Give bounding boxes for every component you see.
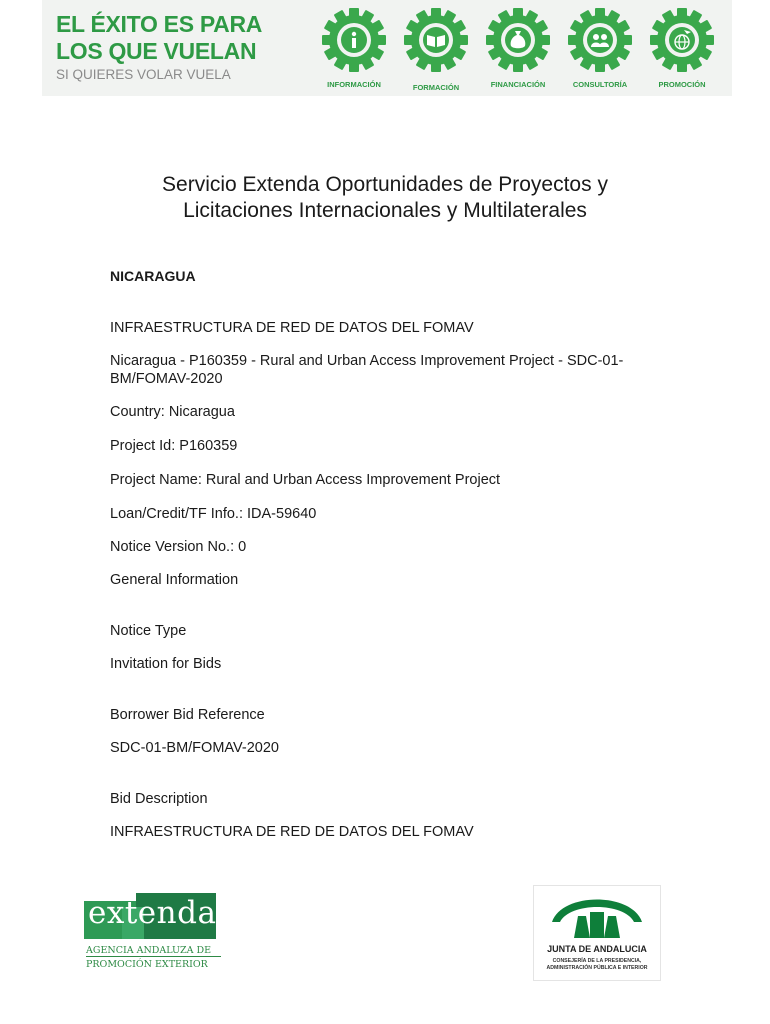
notice-type-label: Notice Type [110, 623, 187, 639]
service-consultoria [562, 8, 638, 89]
service-promocion [644, 8, 720, 89]
bid-reference-label: Borrower Bid Reference [110, 707, 265, 723]
notice-type-value: Invitation for Bids [110, 656, 222, 672]
notice-version-field: Notice Version No.: 0 [110, 539, 247, 555]
service-financiacion [480, 8, 556, 89]
extenda-subtitle-1: AGENCIA ANDALUZA DE [86, 945, 221, 957]
bid-reference-value: SDC-01-BM/FOMAV-2020 [110, 740, 279, 756]
service-label: FINANCIACIÓN [490, 80, 546, 89]
service-informacion [316, 8, 392, 89]
slogan-line-3: SI QUIERES VOLAR VUELA [56, 67, 231, 82]
general-information-label: General Information [110, 572, 239, 588]
loan-info-field: Loan/Credit/TF Info.: IDA-59640 [110, 506, 317, 522]
project-heading: INFRAESTRUCTURA DE RED DE DATOS DEL FOMAV [110, 320, 474, 336]
service-label: CONSULTORÍA [572, 80, 628, 89]
slogan-line-1: EL ÉXITO ES PARA [56, 11, 263, 37]
service-label: FORMACIÓN [412, 83, 460, 92]
title-line-1: Servicio Extenda Oportunidades de Proyectos y [162, 173, 608, 196]
extenda-wordmark: extenda [88, 895, 217, 931]
junta-sub-1: CONSEJERÍA DE LA PRESIDENCIA, [552, 958, 642, 964]
junta-sub-2: ADMINISTRACIÓN PÚBLICA E INTERIOR [546, 965, 648, 971]
bid-description-label: Bid Description [110, 791, 208, 807]
people-icon [568, 8, 632, 72]
service-label: PROMOCIÓN [658, 80, 706, 89]
project-name-field: Project Name: Rural and Urban Access Improvement Project [110, 472, 501, 488]
project-reference: Nicaragua - P160359 - Rural and Urban Access Improvement Project - SDC-01-BM/FOMAV-2020 [110, 353, 624, 387]
service-label: INFORMACIÓN [327, 80, 381, 89]
title-line-2: Licitaciones Internacionales y Multilaterales [183, 199, 587, 222]
info-icon [322, 8, 386, 72]
book-icon [404, 8, 468, 72]
junta-arch-emblem [534, 886, 660, 944]
bid-description-value: INFRAESTRUCTURA DE RED DE DATOS DEL FOMAV [110, 824, 474, 840]
globe-plane-icon [650, 8, 714, 72]
slogan-line-2: LOS QUE VUELAN [56, 38, 257, 64]
extenda-subtitle-2: PROMOCIÓN EXTERIOR [86, 959, 208, 970]
header-banner [42, 0, 732, 96]
extenda-logo [84, 893, 222, 973]
service-formacion [398, 8, 474, 92]
project-id-field: Project Id: P160359 [110, 438, 238, 454]
junta-andalucia-logo [533, 885, 661, 981]
document-title [60, 172, 710, 224]
country-heading: NICARAGUA [110, 268, 196, 284]
country-field: Country: Nicaragua [110, 404, 235, 420]
money-bag-icon [486, 8, 550, 72]
junta-name: JUNTA DE ANDALUCIA [547, 944, 647, 954]
